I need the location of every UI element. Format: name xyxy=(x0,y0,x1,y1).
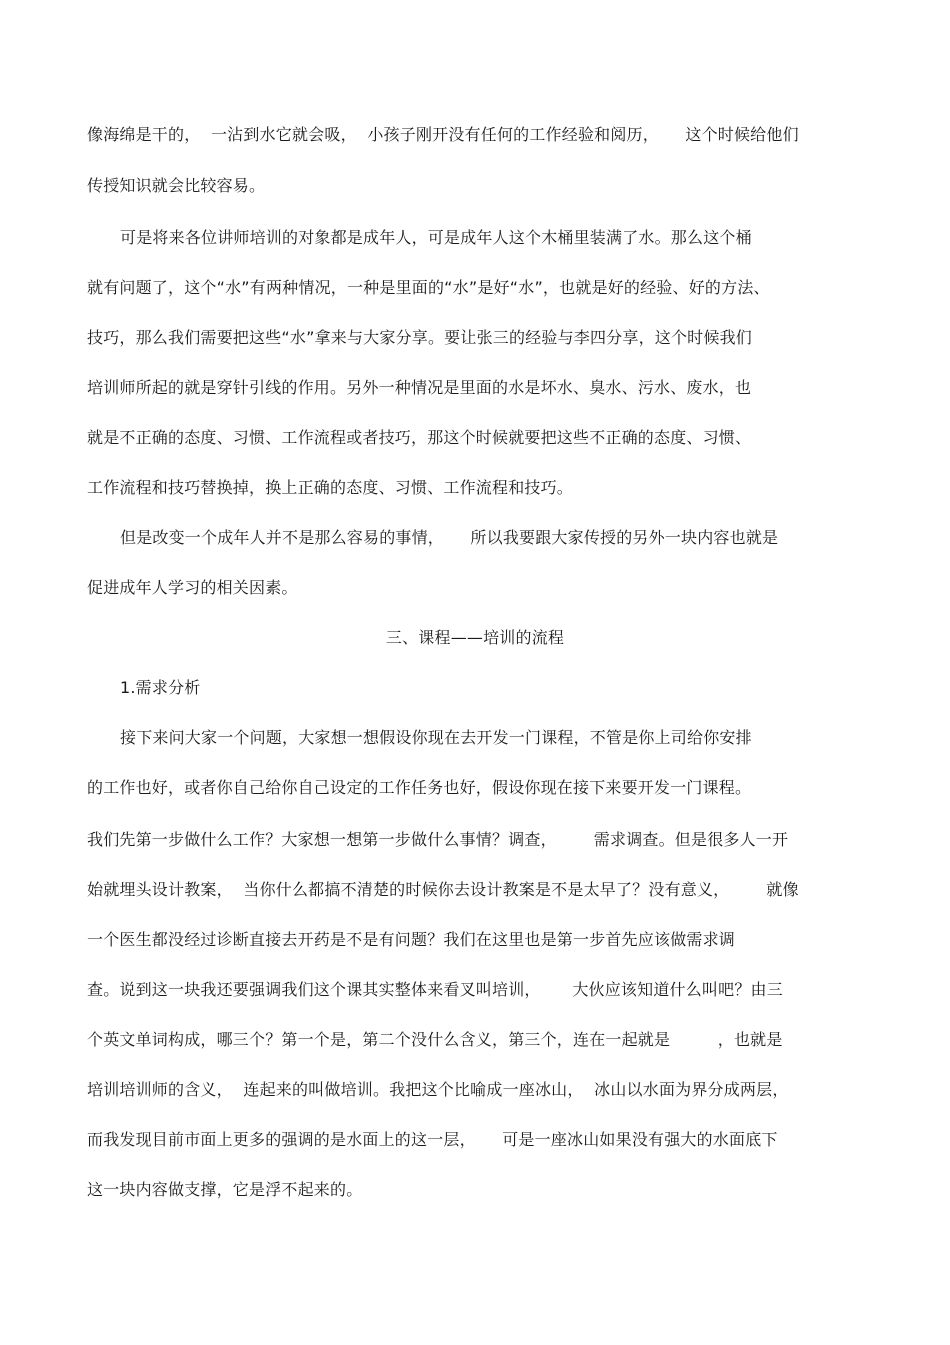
text-line: 但是改变一个成年人并不是那么容易的事情， 所以我要跟大家传授的另外一块内容也就是 xyxy=(120,528,779,547)
text-line: 促进成年人学习的相关因素。 xyxy=(87,578,298,597)
text-line: 培训师所起的就是穿针引线的作用。另外一种情况是里面的水是坏水、臭水、污水、废水，也 xyxy=(87,378,752,397)
text-line: 像海绵是干的， 一沾到水它就会吸， 小孩子刚开没有任何的工作经验和阅历， 这个时候给他们 xyxy=(87,125,799,144)
text-line: 这一块内容做支撑，它是浮不起来的。 xyxy=(87,1180,363,1199)
text-line: 培训培训师的含义， 连起来的叫做培训。我把这个比喻成一座冰山， 冰山以水面为界分成两层， xyxy=(87,1080,789,1099)
text-line: 始就埋头设计教案， 当你什么都搞不清楚的时候你去设计教案是不是太早了？没有意义， 就像 xyxy=(87,880,799,899)
text-line: 我们先第一步做什么工作？大家想一想第一步做什么事情？调查， 需求调查。但是很多人一开 xyxy=(87,830,789,849)
text-line: 查。说到这一块我还要强调我们这个课其实整体来看叉叫培训， 大伙应该知道什么叫吧？由三 xyxy=(87,980,783,999)
text-line: 传授知识就会比较容易。 xyxy=(87,176,266,195)
text-line: 个英文单词构成，哪三个？第一个是，第二个没什么含义，第三个，连在一起就是 ，也就是 xyxy=(87,1030,783,1049)
text-line: 一个医生都没经过诊断直接去开药是不是有问题？我们在这里也是第一步首先应该做需求调 xyxy=(87,930,736,949)
text-line: 的工作也好，或者你自己给你自己设定的工作任务也好，假设你现在接下来要开发一门课程。 xyxy=(87,778,752,797)
text-line: 工作流程和技巧替换掉，换上正确的态度、习惯、工作流程和技巧。 xyxy=(87,478,574,497)
text-line: 而我发现目前市面上更多的强调的是水面上的这一层， 可是一座冰山如果没有强大的水面底下 xyxy=(87,1130,778,1149)
text-line: 就是不正确的态度、习惯、工作流程或者技巧，那这个时候就要把这些不正确的态度、习惯、 xyxy=(87,428,752,447)
text-line: 接下来问大家一个问题，大家想一想假设你现在去开发一门课程，不管是你上司给你安排 xyxy=(120,728,752,747)
text-line: 就有问题了，这个“水”有两种情况，一种是里面的“水”是好“水”，也就是好的经验、好的方法、 xyxy=(87,278,770,297)
text-line: 技巧，那么我们需要把这些“水”拿来与大家分享。要让张三的经验与李四分享，这个时候我们 xyxy=(87,328,752,347)
subsection-heading: 1.需求分析 xyxy=(120,678,201,697)
section-heading: 三、课程——培训的流程 xyxy=(385,628,565,647)
text-line: 可是将来各位讲师培训的对象都是成年人，可是成年人这个木桶里装满了水。那么这个桶 xyxy=(120,228,752,247)
